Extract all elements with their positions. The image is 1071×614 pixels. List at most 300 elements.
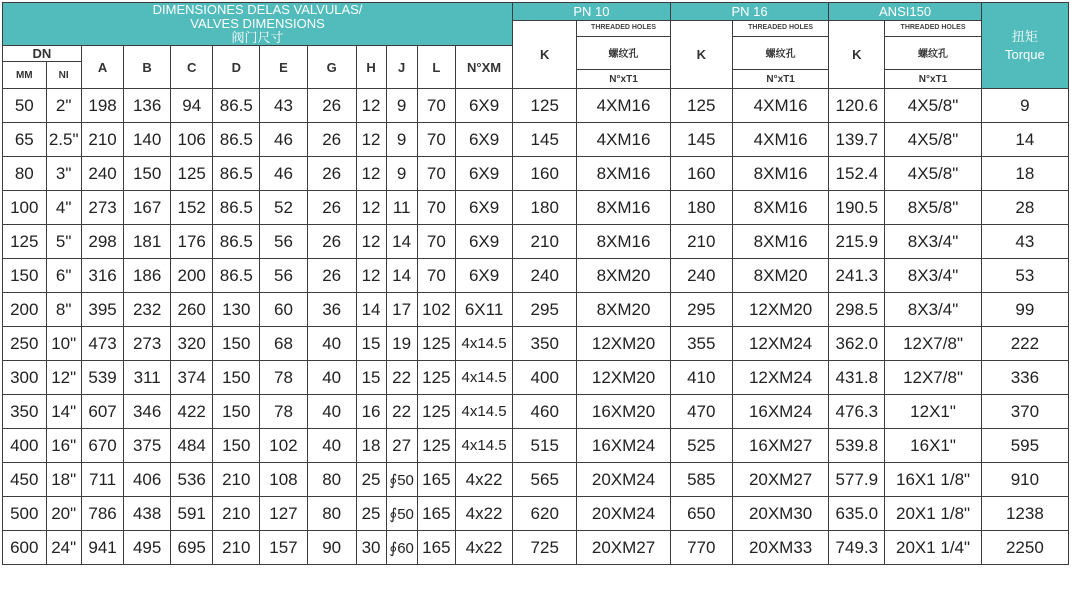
cell-torque: 99 xyxy=(981,293,1068,327)
cell-h: 12 xyxy=(356,123,386,157)
cell-d: 130 xyxy=(213,293,260,327)
cell-d: 150 xyxy=(213,361,260,395)
pn10-nxt: N°xT1 xyxy=(577,70,670,89)
table-row xyxy=(3,327,1069,361)
cell-j: ∮50 xyxy=(386,463,417,497)
cell-d: 210 xyxy=(213,497,260,531)
cell-c: 152 xyxy=(170,191,213,225)
cell-ansi-holes: 4X5/8" xyxy=(885,123,981,157)
cell-c: 106 xyxy=(170,123,213,157)
cell-c: 536 xyxy=(170,463,213,497)
cell-dn-ni: 18" xyxy=(46,463,81,497)
cell-dn-mm: 400 xyxy=(3,429,47,463)
cell-g: 36 xyxy=(307,293,356,327)
cell-d: 86.5 xyxy=(213,259,260,293)
cell-l: 70 xyxy=(417,123,455,157)
cell-e: 108 xyxy=(260,463,308,497)
cell-pn10-holes: 8XM16 xyxy=(577,157,670,191)
cell-dn-mm: 80 xyxy=(3,157,47,191)
cell-pn16-k: 125 xyxy=(670,89,732,123)
cell-nxm: 4x14.5 xyxy=(456,429,513,463)
torque-label-cn: 扭矩 xyxy=(1011,28,1038,44)
pn10-header: PN 10 xyxy=(513,3,671,21)
cell-ansi-holes: 8X3/4" xyxy=(885,225,981,259)
cell-e: 68 xyxy=(260,327,308,361)
cell-j: 14 xyxy=(386,225,417,259)
cell-torque: 222 xyxy=(981,327,1068,361)
col-d-header: D xyxy=(213,46,260,89)
ansi150-header: ANSI150 xyxy=(829,3,981,21)
cell-b: 186 xyxy=(124,259,171,293)
cell-pn16-k: 145 xyxy=(670,123,732,157)
cell-pn10-holes: 12XM20 xyxy=(577,327,670,361)
cell-d: 150 xyxy=(213,395,260,429)
cell-ansi-holes: 20X1 1/4" xyxy=(885,531,981,565)
cell-torque: 2250 xyxy=(981,531,1068,565)
cell-h: 12 xyxy=(356,225,386,259)
cell-c: 94 xyxy=(170,89,213,123)
cell-a: 670 xyxy=(81,429,124,463)
col-l-header: L xyxy=(417,46,455,89)
cell-b: 495 xyxy=(124,531,171,565)
cell-pn10-holes: 12XM20 xyxy=(577,361,670,395)
cell-pn10-holes: 20XM24 xyxy=(577,463,670,497)
cell-pn16-holes: 20XM33 xyxy=(732,531,828,565)
table-row xyxy=(3,361,1069,395)
cell-torque: 1238 xyxy=(981,497,1068,531)
torque-label-en: Torque xyxy=(1005,46,1045,62)
cell-pn10-holes: 4XM16 xyxy=(577,89,670,123)
cell-j: 27 xyxy=(386,429,417,463)
cell-c: 695 xyxy=(170,531,213,565)
cell-pn16-holes: 16XM24 xyxy=(732,395,828,429)
cell-g: 90 xyxy=(307,531,356,565)
cell-nxm: 4x22 xyxy=(456,497,513,531)
cell-pn16-k: 770 xyxy=(670,531,732,565)
cell-l: 125 xyxy=(417,429,455,463)
cell-e: 127 xyxy=(260,497,308,531)
cell-b: 150 xyxy=(124,157,171,191)
cell-g: 26 xyxy=(307,259,356,293)
cell-h: 15 xyxy=(356,327,386,361)
cell-e: 56 xyxy=(260,259,308,293)
cell-l: 125 xyxy=(417,327,455,361)
cell-pn10-k: 725 xyxy=(513,531,577,565)
cell-dn-mm: 150 xyxy=(3,259,47,293)
cell-l: 70 xyxy=(417,89,455,123)
cell-dn-mm: 600 xyxy=(3,531,47,565)
cell-e: 52 xyxy=(260,191,308,225)
col-a-header: A xyxy=(81,46,124,89)
cell-pn16-k: 160 xyxy=(670,157,732,191)
cell-b: 311 xyxy=(124,361,171,395)
cell-nxm: 6X11 xyxy=(456,293,513,327)
cell-a: 539 xyxy=(81,361,124,395)
cell-e: 78 xyxy=(260,361,308,395)
cell-dn-mm: 350 xyxy=(3,395,47,429)
cell-b: 438 xyxy=(124,497,171,531)
cell-e: 56 xyxy=(260,225,308,259)
cell-ansi-holes: 12X7/8" xyxy=(885,327,981,361)
cell-h: 16 xyxy=(356,395,386,429)
cell-b: 375 xyxy=(124,429,171,463)
cell-ansi-k: 362.0 xyxy=(829,327,885,361)
cell-pn10-k: 515 xyxy=(513,429,577,463)
cell-dn-mm: 100 xyxy=(3,191,47,225)
cell-a: 298 xyxy=(81,225,124,259)
cell-pn10-k: 295 xyxy=(513,293,577,327)
cell-torque: 336 xyxy=(981,361,1068,395)
cell-c: 591 xyxy=(170,497,213,531)
cell-dn-ni: 14" xyxy=(46,395,81,429)
torque-header xyxy=(981,3,1068,89)
cell-a: 786 xyxy=(81,497,124,531)
cell-pn10-k: 210 xyxy=(513,225,577,259)
cell-c: 374 xyxy=(170,361,213,395)
cell-dn-ni: 3" xyxy=(46,157,81,191)
cell-h: 12 xyxy=(356,157,386,191)
cell-e: 46 xyxy=(260,157,308,191)
cell-ansi-k: 476.3 xyxy=(829,395,885,429)
cell-dn-ni: 4" xyxy=(46,191,81,225)
cell-a: 607 xyxy=(81,395,124,429)
cell-pn10-holes: 8XM16 xyxy=(577,191,670,225)
cell-ansi-holes: 8X5/8" xyxy=(885,191,981,225)
col-c-header: C xyxy=(170,46,213,89)
cell-pn16-k: 650 xyxy=(670,497,732,531)
cell-d: 86.5 xyxy=(213,191,260,225)
cell-c: 200 xyxy=(170,259,213,293)
table-row xyxy=(3,293,1069,327)
cell-l: 165 xyxy=(417,463,455,497)
cell-pn10-holes: 20XM27 xyxy=(577,531,670,565)
cell-ansi-k: 241.3 xyxy=(829,259,885,293)
cell-e: 46 xyxy=(260,123,308,157)
cell-dn-mm: 50 xyxy=(3,89,47,123)
cell-c: 125 xyxy=(170,157,213,191)
cell-b: 136 xyxy=(124,89,171,123)
cell-pn10-holes: 8XM16 xyxy=(577,225,670,259)
cell-ansi-k: 749.3 xyxy=(829,531,885,565)
cell-a: 210 xyxy=(81,123,124,157)
cell-j: 14 xyxy=(386,259,417,293)
col-nxm-header: N°XM xyxy=(456,46,513,89)
table-title xyxy=(3,3,513,46)
cell-pn16-holes: 8XM16 xyxy=(732,191,828,225)
cell-torque: 43 xyxy=(981,225,1068,259)
cell-torque: 18 xyxy=(981,157,1068,191)
cell-ansi-k: 120.6 xyxy=(829,89,885,123)
cell-ansi-holes: 16X1" xyxy=(885,429,981,463)
dn-ni-header: NI xyxy=(46,62,81,89)
cell-g: 26 xyxy=(307,89,356,123)
cell-pn10-holes: 4XM16 xyxy=(577,123,670,157)
dn-header: DN xyxy=(3,46,82,62)
cell-nxm: 4x14.5 xyxy=(456,361,513,395)
cell-a: 316 xyxy=(81,259,124,293)
cell-ansi-k: 190.5 xyxy=(829,191,885,225)
pn16-luowen: 螺纹孔 xyxy=(732,36,828,70)
cell-l: 70 xyxy=(417,191,455,225)
cell-l: 102 xyxy=(417,293,455,327)
cell-torque: 28 xyxy=(981,191,1068,225)
cell-dn-mm: 125 xyxy=(3,225,47,259)
cell-ansi-holes: 8X3/4" xyxy=(885,293,981,327)
cell-dn-ni: 6" xyxy=(46,259,81,293)
cell-torque: 910 xyxy=(981,463,1068,497)
cell-pn10-holes: 16XM24 xyxy=(577,429,670,463)
pn16-nxt: N°xT1 xyxy=(732,70,828,89)
cell-l: 165 xyxy=(417,531,455,565)
cell-h: 12 xyxy=(356,259,386,293)
cell-pn16-k: 295 xyxy=(670,293,732,327)
cell-h: 15 xyxy=(356,361,386,395)
ansi-k-header: K xyxy=(829,21,885,89)
cell-dn-ni: 10" xyxy=(46,327,81,361)
table-row xyxy=(3,123,1069,157)
cell-g: 26 xyxy=(307,225,356,259)
cell-pn16-k: 410 xyxy=(670,361,732,395)
cell-pn10-k: 240 xyxy=(513,259,577,293)
cell-h: 30 xyxy=(356,531,386,565)
cell-e: 43 xyxy=(260,89,308,123)
cell-l: 125 xyxy=(417,395,455,429)
cell-pn16-k: 240 xyxy=(670,259,732,293)
cell-e: 60 xyxy=(260,293,308,327)
cell-pn16-holes: 20XM27 xyxy=(732,463,828,497)
cell-dn-mm: 300 xyxy=(3,361,47,395)
cell-dn-ni: 8" xyxy=(46,293,81,327)
cell-b: 140 xyxy=(124,123,171,157)
table-row xyxy=(3,191,1069,225)
cell-torque: 370 xyxy=(981,395,1068,429)
cell-pn16-holes: 20XM30 xyxy=(732,497,828,531)
table-row xyxy=(3,395,1069,429)
cell-j: 9 xyxy=(386,123,417,157)
cell-d: 86.5 xyxy=(213,89,260,123)
cell-d: 150 xyxy=(213,429,260,463)
col-h-header: H xyxy=(356,46,386,89)
cell-dn-ni: 5" xyxy=(46,225,81,259)
cell-dn-mm: 250 xyxy=(3,327,47,361)
cell-g: 40 xyxy=(307,429,356,463)
title-line-2: VALVES DIMENSIONS xyxy=(190,16,325,31)
valve-dimensions-table xyxy=(2,2,1069,565)
cell-pn16-holes: 4XM16 xyxy=(732,89,828,123)
cell-h: 25 xyxy=(356,497,386,531)
cell-nxm: 4x14.5 xyxy=(456,327,513,361)
cell-b: 346 xyxy=(124,395,171,429)
cell-pn16-holes: 8XM20 xyxy=(732,259,828,293)
cell-torque: 595 xyxy=(981,429,1068,463)
cell-j: 9 xyxy=(386,157,417,191)
cell-ansi-k: 539.8 xyxy=(829,429,885,463)
cell-pn16-k: 470 xyxy=(670,395,732,429)
cell-nxm: 6X9 xyxy=(456,89,513,123)
cell-pn10-k: 125 xyxy=(513,89,577,123)
cell-dn-mm: 500 xyxy=(3,497,47,531)
cell-a: 941 xyxy=(81,531,124,565)
cell-e: 102 xyxy=(260,429,308,463)
pn10-luowen: 螺纹孔 xyxy=(577,36,670,70)
cell-j: 11 xyxy=(386,191,417,225)
table-row xyxy=(3,497,1069,531)
cell-j: 19 xyxy=(386,327,417,361)
cell-ansi-k: 152.4 xyxy=(829,157,885,191)
cell-ansi-holes: 4X5/8" xyxy=(885,157,981,191)
cell-a: 240 xyxy=(81,157,124,191)
ansi-threaded-holes: THREADED HOLES xyxy=(885,21,981,37)
cell-pn10-k: 180 xyxy=(513,191,577,225)
cell-j: 17 xyxy=(386,293,417,327)
col-g-header: G xyxy=(307,46,356,89)
cell-c: 320 xyxy=(170,327,213,361)
cell-b: 167 xyxy=(124,191,171,225)
cell-g: 40 xyxy=(307,327,356,361)
cell-g: 80 xyxy=(307,497,356,531)
cell-c: 176 xyxy=(170,225,213,259)
cell-d: 210 xyxy=(213,463,260,497)
cell-e: 78 xyxy=(260,395,308,429)
cell-ansi-k: 431.8 xyxy=(829,361,885,395)
cell-ansi-holes: 20X1 1/8" xyxy=(885,497,981,531)
table-row xyxy=(3,463,1069,497)
cell-h: 12 xyxy=(356,89,386,123)
cell-j: 9 xyxy=(386,89,417,123)
cell-ansi-k: 139.7 xyxy=(829,123,885,157)
dn-mm-header: MM xyxy=(3,62,47,89)
cell-h: 25 xyxy=(356,463,386,497)
table-row xyxy=(3,225,1069,259)
cell-pn16-holes: 12XM24 xyxy=(732,327,828,361)
cell-nxm: 6X9 xyxy=(456,191,513,225)
cell-d: 150 xyxy=(213,327,260,361)
cell-l: 165 xyxy=(417,497,455,531)
cell-pn16-k: 355 xyxy=(670,327,732,361)
cell-b: 406 xyxy=(124,463,171,497)
cell-ansi-k: 577.9 xyxy=(829,463,885,497)
cell-pn10-k: 145 xyxy=(513,123,577,157)
ansi-luowen: 螺纹孔 xyxy=(885,36,981,70)
pn10-threaded-holes: THREADED HOLES xyxy=(577,21,670,37)
cell-pn10-holes: 16XM20 xyxy=(577,395,670,429)
cell-pn16-holes: 4XM16 xyxy=(732,123,828,157)
cell-pn16-holes: 16XM27 xyxy=(732,429,828,463)
cell-pn16-k: 210 xyxy=(670,225,732,259)
cell-nxm: 6X9 xyxy=(456,157,513,191)
cell-pn10-holes: 8XM20 xyxy=(577,293,670,327)
cell-pn10-k: 460 xyxy=(513,395,577,429)
cell-pn16-holes: 8XM16 xyxy=(732,225,828,259)
table-body xyxy=(3,89,1069,565)
pn10-k-header: K xyxy=(513,21,577,89)
cell-d: 86.5 xyxy=(213,123,260,157)
cell-e: 157 xyxy=(260,531,308,565)
table-row xyxy=(3,259,1069,293)
table-row xyxy=(3,531,1069,565)
cell-dn-ni: 16" xyxy=(46,429,81,463)
cell-ansi-holes: 4X5/8" xyxy=(885,89,981,123)
cell-a: 711 xyxy=(81,463,124,497)
cell-dn-ni: 2" xyxy=(46,89,81,123)
cell-c: 422 xyxy=(170,395,213,429)
cell-pn10-holes: 20XM24 xyxy=(577,497,670,531)
cell-d: 86.5 xyxy=(213,225,260,259)
cell-l: 70 xyxy=(417,225,455,259)
cell-g: 26 xyxy=(307,191,356,225)
cell-g: 40 xyxy=(307,361,356,395)
cell-ansi-holes: 12X1" xyxy=(885,395,981,429)
cell-nxm: 4x22 xyxy=(456,463,513,497)
cell-ansi-holes: 12X7/8" xyxy=(885,361,981,395)
cell-c: 484 xyxy=(170,429,213,463)
cell-pn16-k: 180 xyxy=(670,191,732,225)
cell-a: 273 xyxy=(81,191,124,225)
cell-nxm: 4x14.5 xyxy=(456,395,513,429)
cell-ansi-holes: 8X3/4" xyxy=(885,259,981,293)
cell-dn-ni: 24" xyxy=(46,531,81,565)
cell-pn10-holes: 8XM20 xyxy=(577,259,670,293)
table-row xyxy=(3,157,1069,191)
cell-nxm: 6X9 xyxy=(456,259,513,293)
cell-h: 12 xyxy=(356,191,386,225)
cell-ansi-k: 635.0 xyxy=(829,497,885,531)
cell-b: 273 xyxy=(124,327,171,361)
pn16-header: PN 16 xyxy=(670,3,829,21)
cell-torque: 9 xyxy=(981,89,1068,123)
cell-pn16-k: 525 xyxy=(670,429,732,463)
cell-dn-mm: 450 xyxy=(3,463,47,497)
cell-dn-ni: 2.5" xyxy=(46,123,81,157)
cell-j: 22 xyxy=(386,361,417,395)
table-row xyxy=(3,429,1069,463)
cell-pn16-holes: 8XM16 xyxy=(732,157,828,191)
pn16-k-header: K xyxy=(670,21,732,89)
cell-pn10-k: 160 xyxy=(513,157,577,191)
cell-g: 40 xyxy=(307,395,356,429)
cell-a: 473 xyxy=(81,327,124,361)
cell-d: 210 xyxy=(213,531,260,565)
cell-j: ∮50 xyxy=(386,497,417,531)
cell-ansi-k: 298.5 xyxy=(829,293,885,327)
cell-ansi-k: 215.9 xyxy=(829,225,885,259)
cell-pn16-holes: 12XM20 xyxy=(732,293,828,327)
cell-torque: 14 xyxy=(981,123,1068,157)
cell-nxm: 6X9 xyxy=(456,123,513,157)
cell-j: 22 xyxy=(386,395,417,429)
cell-pn10-k: 565 xyxy=(513,463,577,497)
table-row xyxy=(3,89,1069,123)
cell-a: 395 xyxy=(81,293,124,327)
cell-nxm: 6X9 xyxy=(456,225,513,259)
cell-g: 80 xyxy=(307,463,356,497)
cell-d: 86.5 xyxy=(213,157,260,191)
cell-a: 198 xyxy=(81,89,124,123)
cell-l: 70 xyxy=(417,157,455,191)
cell-dn-mm: 65 xyxy=(3,123,47,157)
cell-g: 26 xyxy=(307,123,356,157)
col-e-header: E xyxy=(260,46,308,89)
cell-ansi-holes: 16X1 1/8" xyxy=(885,463,981,497)
cell-h: 14 xyxy=(356,293,386,327)
col-b-header: B xyxy=(124,46,171,89)
pn16-threaded-holes: THREADED HOLES xyxy=(732,21,828,37)
cell-c: 260 xyxy=(170,293,213,327)
cell-g: 26 xyxy=(307,157,356,191)
cell-b: 232 xyxy=(124,293,171,327)
cell-l: 70 xyxy=(417,259,455,293)
cell-dn-ni: 12" xyxy=(46,361,81,395)
